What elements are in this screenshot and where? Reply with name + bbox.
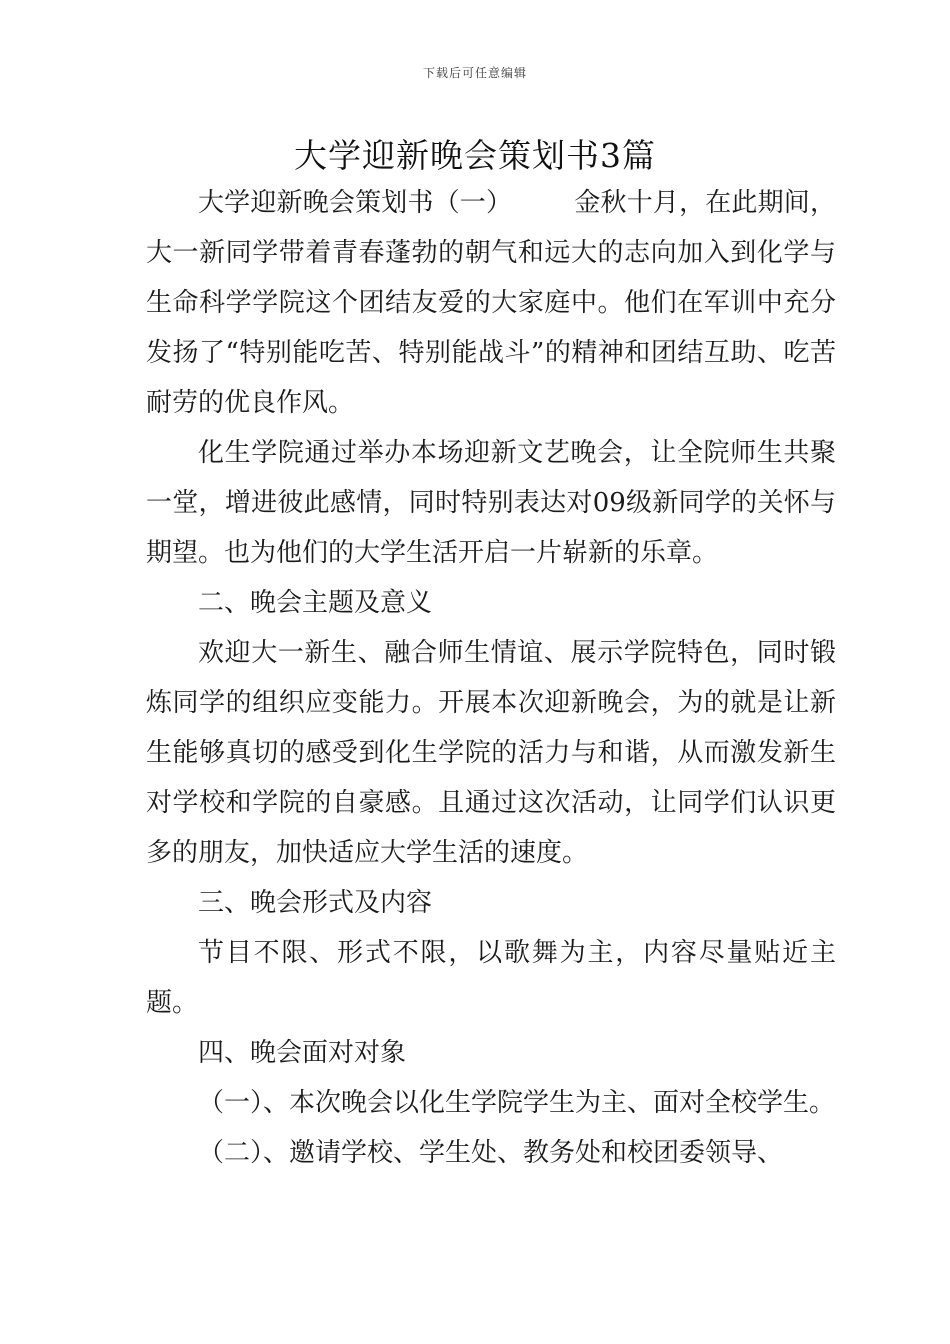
header-note: 下载后可任意编辑 (422, 66, 527, 80)
intro-label: 大学迎新晚会策划书（一） (198, 188, 513, 218)
intro-text: 金秋十月，在此期间，大一新同学带着青春蓬勃的朝气和远大的志向加入到化学与生命科学学院这个团结友爱的大家庭中。他们在军训中充分发扬了“特别能吃苦、特别能战斗”的精神和团结互助、吃苦耐劳的优良作风。 (146, 188, 836, 418)
section-3-heading: 三、晚会形式及内容 (198, 888, 433, 918)
document-body (146, 178, 836, 1178)
intro-paragraph (146, 178, 836, 428)
section-3-text: 节目不限、形式不限，以歌舞为主，内容尽量贴近主题。 (146, 938, 836, 1018)
section-2-heading: 二、晚会主题及意义 (198, 588, 433, 618)
paragraph-2: 化生学院通过举办本场迎新文艺晚会，让全院师生共聚一堂，增进彼此感情，同时特别表达对09级新同学的关怀与期望。也为他们的大学生活开启一片崭新的乐章。 (146, 438, 836, 568)
section-4-item-2: （二）、邀请学校、学生处、教务处和校团委领导、 (198, 1138, 784, 1168)
document-title: 大学迎新晚会策划书3篇 (294, 136, 656, 175)
section-2-text: 欢迎大一新生、融合师生情谊、展示学院特色，同时锻炼同学的组织应变能力。开展本次迎新晚会，为的就是让新生能够真切的感受到化生学院的活力与和谐，从而激发新生对学校和学院的自豪感。且通过这次活动，让同学们认识更多的朋友，加快适应大学生活的速度。 (146, 638, 836, 868)
section-4-heading: 四、晚会面对对象 (198, 1038, 407, 1068)
section-4-item-1: （一）、本次晚会以化生学院学生为主、面对全校学生。 (198, 1088, 836, 1118)
